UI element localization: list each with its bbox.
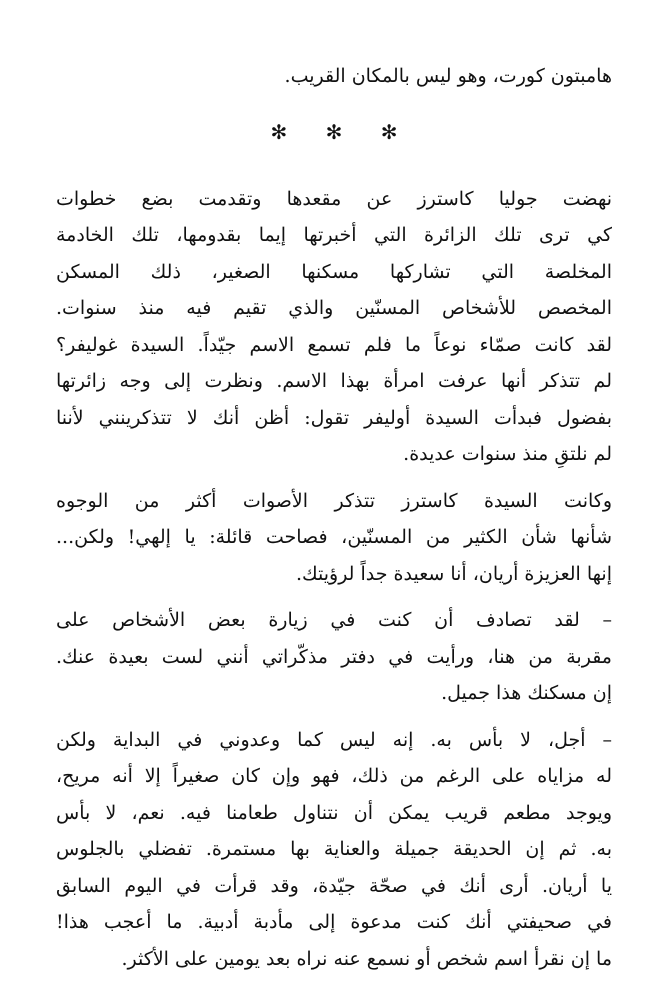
text-line: المخلصة التي تشاركها مسكنها الصغير، ذلك المسكن [56,260,612,283]
text-line: ما إن نقرأ اسم شخص أو نسمع عنه نراه بعد يومين على الأكثر. [121,947,612,970]
book-page [56,58,612,987]
paragraph [56,602,612,712]
text-line: كي ترى تلك الزائرة التي أخبرتها إيما بقدومها، تلك الخادمة [56,224,612,246]
paragraph [56,181,612,473]
text-line: وكانت السيدة كاسترز تتذكر الأصوات أكثر من الوجوه [56,489,612,512]
text-line: إنها العزيزة أريان، أنا سعيدة جداً لرؤيتك. [295,562,612,585]
text-line: يا أريان. أرى أنك في صحّة جيّدة، وقد قرأت في اليوم السابق [56,874,612,897]
text-line: لم نلتقِ منذ سنوات عديدة. [403,443,612,465]
text-line: نهضت جوليا كاسترز عن مقعدها وتقدمت بضع خطوات [56,187,612,210]
text-line: بفضول فبدأت السيدة أوليفر تقول: أظن أنك لا تتذكرينني لأننا [56,406,612,429]
section-separator: ✻ ✻ ✻ [270,119,414,144]
text-line: ويوجد مطعم قريب يمكن أن نتناول طعامنا فيه. نعم، لا بأس [56,801,612,824]
paragraph [56,722,612,978]
text-line: مقربة من هنا، ورأيت في دفتر مذكّراتي أنني لست بعيدة عنك. [56,645,612,668]
paragraph [56,483,612,593]
text-line: له مزاياه على الرغم من ذلك، فهو وإن كان صغيراً إلا أنه مريح، [56,765,612,787]
text-line: لم تتذكر أنها عرفت امرأة بهذا الاسم. ونظرت إلى وجه زائرتها [56,370,612,392]
text-line: إن مسكنك هذا جميل. [441,682,612,704]
text-line: لقد كانت صمّاء نوعاً ما فلم تسمع الاسم جيّداً. السيدة غوليفر؟ [56,333,612,356]
text-line: – لقد تصادف أن كنت في زيارة بعض الأشخاص على [56,609,612,631]
opening-line: هامبتون كورت، وهو ليس بالمكان القريب. [284,65,612,87]
text-line: شأنها شأن الكثير من المسنّين، فصاحت قائلة: يا إلهي! ولكن... [56,526,612,548]
text-line: به. ثم إن الحديقة جميلة والعناية بها مستمرة. تفضلي بالجلوس [56,838,612,860]
text-line: في صحيفتي أنك كنت مدعوة إلى مأدبة أدبية. ما أعجب هذا! [56,911,612,933]
text-line: المخصص للأشخاص المسنّين والذي تقيم فيه منذ سنوات. [56,297,612,319]
body-text [56,181,612,978]
text-line: – أجل، لا بأس به. إنه ليس كما وعدوني في البداية ولكن [56,728,612,751]
